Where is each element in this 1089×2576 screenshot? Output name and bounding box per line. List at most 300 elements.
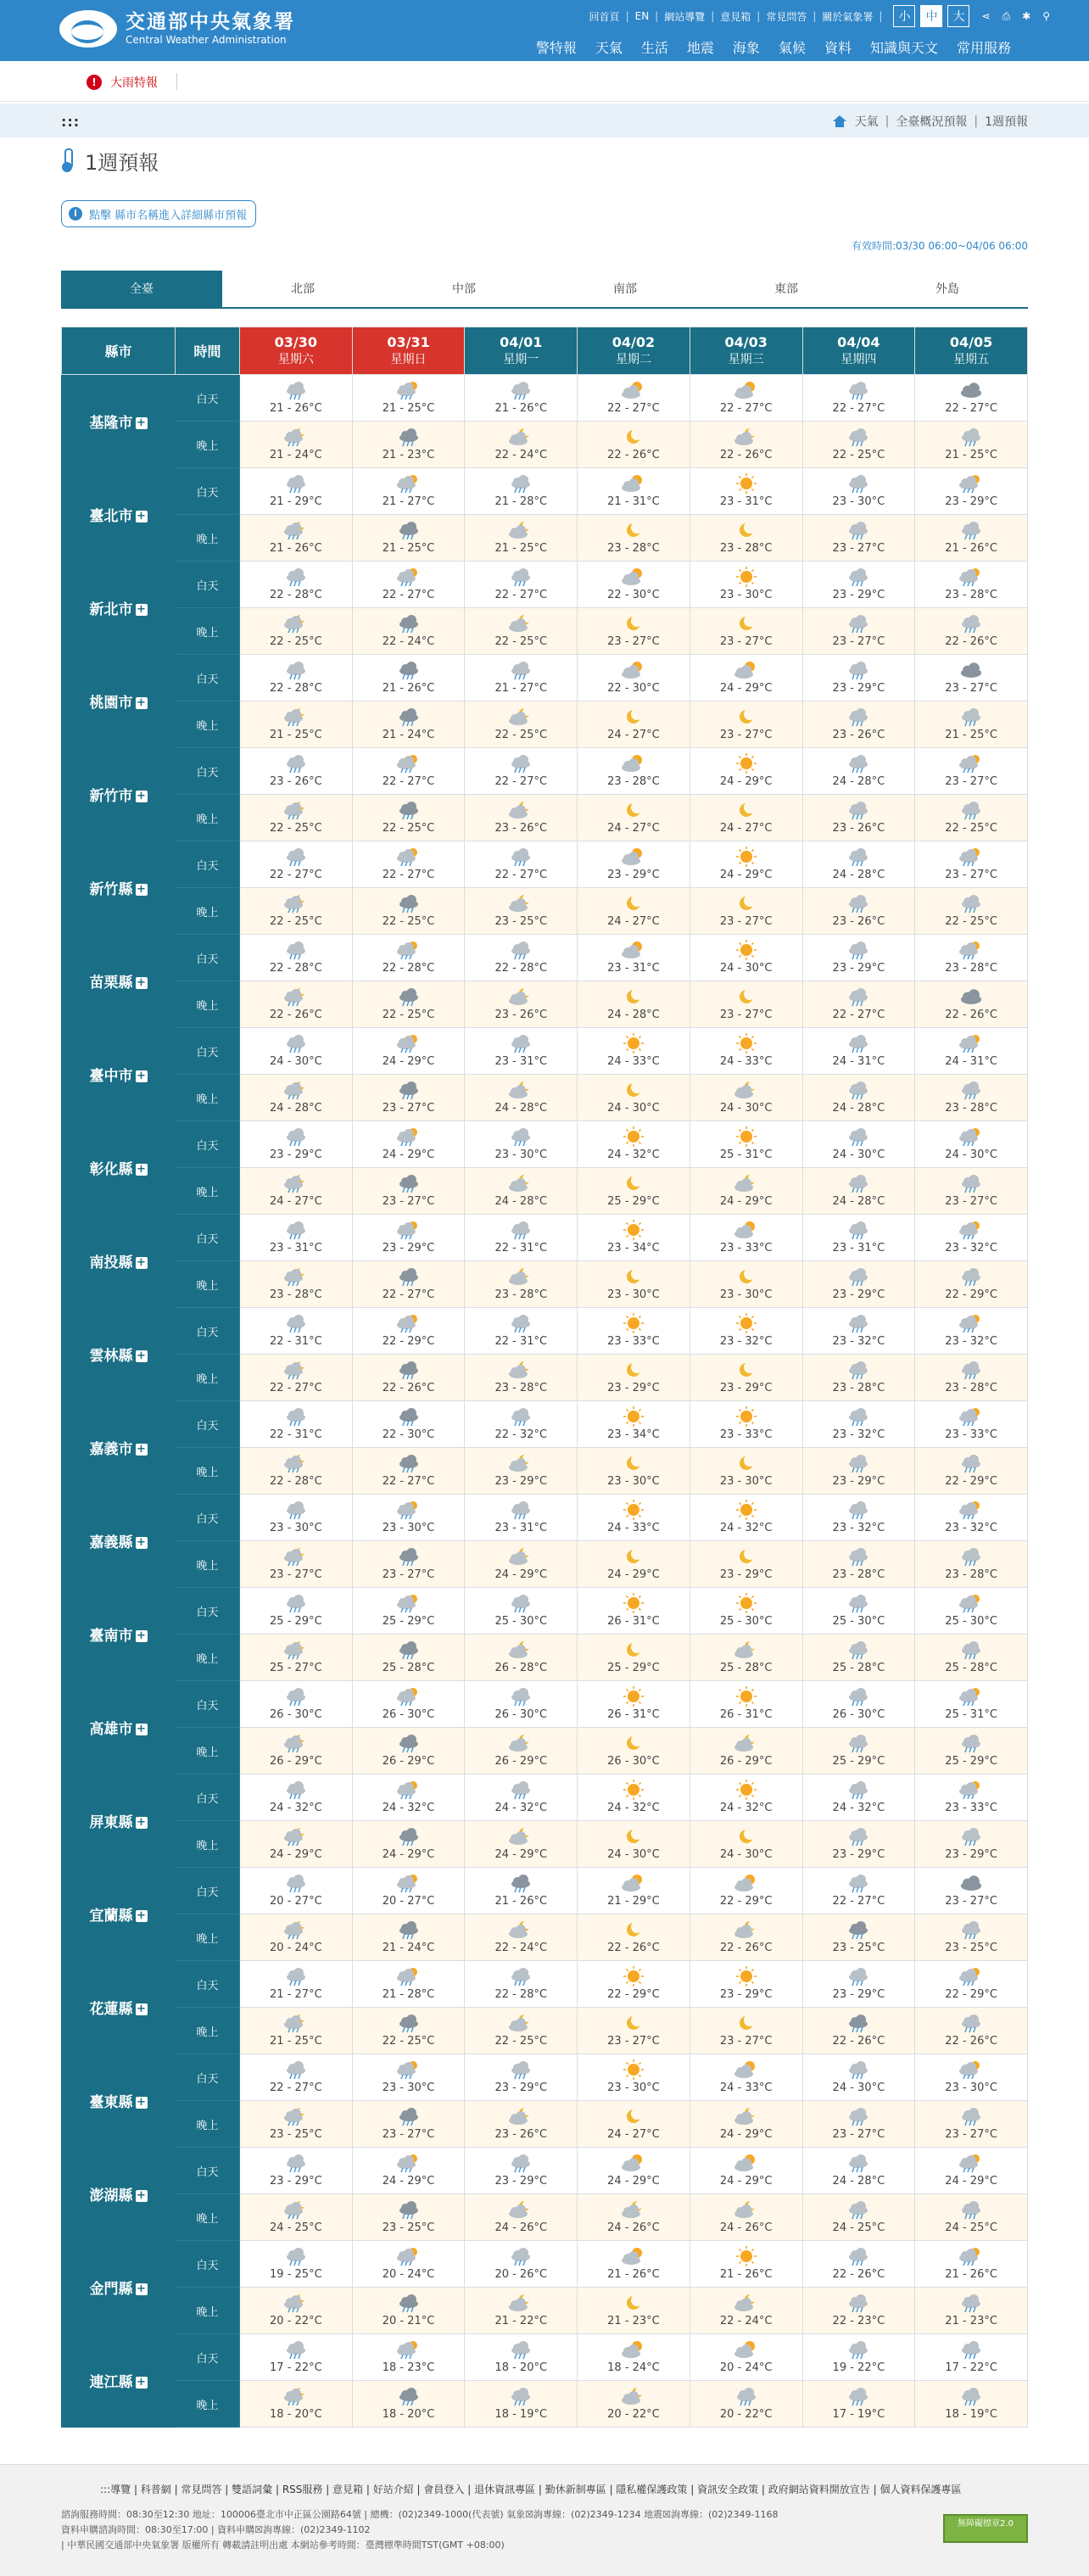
temperature-range: 21 - 26°C [945,2268,997,2281]
table-row [62,748,1028,795]
table-row [62,888,1028,935]
forecast-cell [578,2241,690,2288]
forecast-cell [465,1868,578,1914]
forecast-cell [915,2241,1028,2288]
temperature-range: 23 - 28°C [945,1382,997,1394]
cloud-rain-dark-icon [395,426,422,448]
temperature-range: 23 - 27°C [945,682,997,695]
forecast-cell [465,2241,578,2288]
forecast-cell [578,1121,690,1168]
city-name: 彰化縣 [89,1161,133,1178]
forecast-cell [578,1215,690,1261]
cloud-sun-rain-icon [395,939,422,961]
cloud-moon-icon [507,612,534,634]
forecast-cell [465,1028,578,1075]
cloud-rain-icon [845,1405,872,1428]
cloud-sun-rain-icon [958,1405,985,1428]
cloud-sun-icon [620,1872,647,1894]
day-period-label: 白天 [176,1774,240,1821]
moon-icon [620,2012,647,2034]
cloud-sun-rain-icon [958,939,985,961]
forecast-cell [578,1681,690,1728]
temperature-range: 21 - 23°C [607,2315,660,2327]
table-row [62,1774,1028,1821]
cloud-rain-icon [958,2339,985,2361]
forecast-cell [240,2101,353,2148]
nav-warnings[interactable]: 警特報 [535,40,577,56]
temperature-range: 22 - 27°C [494,869,548,881]
forecast-cell [578,2054,690,2101]
cloud-sun-rain-icon [395,2059,422,2081]
cloud-rain-icon [282,1779,310,1801]
util-link-about[interactable]: 關於氣象署 [822,10,874,23]
nav-earthquake[interactable]: 地震 [686,40,714,56]
cloud-moon-icon [507,1079,534,1101]
cloud-moon-rain-icon [282,1172,310,1194]
moon-icon [733,892,760,914]
nav-knowledge[interactable]: 知識與天文 [869,40,938,56]
sun-cloud-icon [733,2152,760,2174]
cloud-moon-icon [507,2105,534,2127]
sun-icon [620,1405,647,1428]
settings-icon[interactable]: ✱ [1022,10,1031,22]
forecast-cell [915,1075,1028,1121]
temperature-range: 22 - 31°C [270,1335,322,1348]
temperature-range: 23 - 30°C [382,2081,435,2094]
forecast-cell [802,2101,915,2148]
temperature-range: 20 - 22°C [719,2408,773,2421]
forecast-cell [240,1075,353,1121]
cloud-rain-icon [958,892,985,914]
temperature-range: 23 - 32°C [832,1522,885,1534]
cloud-moon-rain-icon [282,1079,310,1101]
temperature-range: 23 - 28°C [607,775,660,788]
temperature-range: 21 - 25°C [382,402,435,415]
forecast-cell [465,562,578,608]
city-link[interactable] [62,1681,176,1774]
city-name: 桃園市 [89,695,133,712]
temperature-range: 24 - 27°C [607,729,660,741]
temperature-range: 24 - 28°C [607,1009,660,1021]
temperature-range: 23 - 27°C [945,775,997,788]
moon-icon [620,2292,647,2314]
city-link[interactable] [62,1215,176,1308]
util-link-sitemap[interactable]: 網站導覽 [664,10,706,23]
nav-services[interactable]: 常用服務 [956,40,1011,56]
temperature-range: 25 - 29°C [607,1195,660,1208]
cloud-rain-icon [507,1779,534,1801]
cloud-moon-icon [733,2105,760,2127]
forecast-cell [240,2241,353,2288]
forecast-cell [802,422,915,468]
temperature-range: 23 - 31°C [832,1242,885,1254]
cloud-sun-rain-icon [395,1872,422,1894]
cloud-sun-icon [620,472,647,495]
breadcrumb-overview[interactable]: 全臺概況預報 [896,115,968,129]
cloud-rain-icon [845,1452,872,1474]
forecast-cell [915,1588,1028,1634]
forecast-cell [915,1961,1028,2008]
forecast-cell [690,2381,802,2428]
footer-links[interactable]: :::導覽 | 科普網 | 常見問答 | 雙語詞彙 | RSS服務 | 意見箱 | 好站介紹 | 會員登入 | 退休資訊專區 | 勤休新制專區 | 隱私權保護政策 | 資訊安全政策 | 政府網站資料開放宣告 | 個人資料保護專區 [100,2484,962,2495]
temperature-range: 22 - 26°C [382,1382,435,1394]
city-link[interactable] [62,1868,176,1961]
forecast-cell [578,1308,690,1355]
cloud-rain-icon [507,1126,534,1148]
cloud-rain-icon [282,472,310,495]
cloud-moon-icon [620,2385,647,2407]
cloud-moon-icon [507,1359,534,1381]
home-icon[interactable] [833,115,846,127]
temperature-range: 23 - 27°C [719,915,773,928]
temperature-range: 22 - 29°C [945,1988,997,2001]
forecast-cell [578,1961,690,2008]
city-link[interactable] [62,1774,176,1868]
cloud-rain-icon [958,612,985,634]
cloud-sun-rain-icon [958,1219,985,1241]
city-link[interactable] [62,2054,176,2148]
forecast-cell [915,375,1028,422]
site-logo[interactable] [59,10,295,47]
temperature-range: 22 - 25°C [832,449,885,461]
forecast-cell [352,1028,465,1075]
city-name: 高雄市 [89,1721,133,1738]
cloud-sun-icon [620,566,647,588]
sun-icon [733,1779,760,1801]
night-period-label: 晚上 [176,888,240,935]
temperature-range: 25 - 28°C [382,1662,435,1674]
night-period-label: 晚上 [176,422,240,468]
forecast-cell [690,2334,802,2381]
temperature-range: 23 - 34°C [607,1242,660,1254]
temperature-range: 23 - 28°C [832,1568,885,1581]
forecast-cell [915,2288,1028,2334]
temperature-range: 23 - 28°C [945,589,997,601]
nav-data[interactable]: 資料 [824,40,852,56]
temperature-range: 22 - 27°C [494,589,548,601]
tab-islands[interactable]: 外島 [935,282,959,296]
city-name: 花蓮縣 [89,2001,133,2018]
city-link[interactable] [62,562,176,655]
cloud-rain-icon [958,799,985,821]
temperature-range: 23 - 28°C [945,1102,997,1115]
forecast-cell [240,2334,353,2381]
print-icon[interactable]: ⎙ [1002,9,1011,22]
heavy-rain-alert-link[interactable]: 大雨特報 [110,76,158,90]
forecast-cell [352,1588,465,1634]
forecast-cell [578,422,690,468]
city-detail-tip[interactable] [61,200,256,227]
day-period-label: 白天 [176,1308,240,1355]
cloud-sun-rain-icon [958,1965,985,1987]
cloud-moon-rain-icon [282,2012,310,2034]
temperature-range: 24 - 29°C [719,2128,773,2141]
forecast-cell [802,1401,915,1448]
temperature-range: 23 - 28°C [270,1288,322,1301]
nav-climate[interactable]: 氣候 [778,40,806,56]
forecast-cell [802,748,915,795]
plus-icon: + [137,510,146,522]
cloud-sun-rain-icon [395,2152,422,2174]
forecast-cell [802,2241,915,2288]
cloud-dark-icon [958,986,985,1008]
forecast-cell [578,562,690,608]
forecast-cell [690,1495,802,1541]
forecast-cell [915,515,1028,562]
temperature-range: 21 - 25°C [945,449,997,461]
moon-icon [733,1825,760,1847]
city-link[interactable] [62,2241,176,2334]
forecast-cell [690,1541,802,1588]
temperature-range: 25 - 30°C [945,1615,997,1628]
tab-central[interactable]: 中部 [452,282,476,296]
forecast-cell [352,1821,465,1868]
temperature-range: 24 - 29°C [382,2175,435,2188]
breadcrumb-weather[interactable]: 天氣 [854,115,879,129]
cloud-rain-icon [958,426,985,448]
temperature-range: 24 - 26°C [719,2221,773,2234]
forecast-cell [352,1448,465,1495]
cloud-sun-rain-icon [958,1592,985,1614]
city-link[interactable] [62,1401,176,1495]
city-name: 臺南市 [89,1628,133,1645]
cloud-moon-icon [507,892,534,914]
sun-icon [733,566,760,588]
forecast-cell [240,375,353,422]
accessibility-badge[interactable]: 無障礙標章2.0 [943,2514,1028,2543]
day-period-label: 白天 [176,1028,240,1075]
forecast-cell [240,422,353,468]
cloud-rain-icon [507,1405,534,1428]
cloud-moon-icon [507,2199,534,2221]
weekly-forecast-table-wrap [61,327,1028,2428]
temperature-range: 24 - 32°C [832,1802,885,1814]
temperature-range: 23 - 29°C [494,1475,548,1488]
forecast-cell [240,1868,353,1914]
city-link[interactable] [62,468,176,562]
plus-icon: + [137,1443,146,1456]
table-row [62,2194,1028,2241]
cloud-rain-icon [282,1965,310,1987]
cloud-rain-icon [845,1219,872,1241]
temperature-range: 24 - 33°C [719,1055,773,1068]
share-icon[interactable]: ⋖ [981,10,991,22]
temperature-range: 26 - 30°C [270,1708,322,1721]
forecast-cell [352,841,465,888]
tab-east[interactable]: 東部 [774,282,798,296]
temperature-range: 23 - 29°C [832,962,885,975]
temperature-range: 21 - 22°C [494,2315,548,2327]
city-link[interactable] [62,375,176,468]
forecast-cell [690,1168,802,1215]
forecast-cell [915,1448,1028,1495]
temperature-range: 21 - 31°C [607,495,660,508]
night-period-label: 晚上 [176,2008,240,2054]
temperature-range: 22 - 25°C [270,915,322,928]
city-name: 南投縣 [89,1254,133,1271]
temperature-range: 23 - 32°C [945,1522,997,1534]
temperature-range: 24 - 29°C [945,2175,997,2188]
day-period-label: 白天 [176,655,240,701]
table-row [62,795,1028,841]
temperature-range: 21 - 26°C [270,542,322,555]
forecast-cell [352,1495,465,1541]
temperature-range: 24 - 28°C [832,775,885,788]
temperature-range: 23 - 29°C [270,2175,322,2188]
forecast-cell [240,468,353,515]
nav-marine[interactable]: 海象 [732,40,760,56]
moon-icon [733,706,760,728]
tab-south[interactable]: 南部 [613,282,637,296]
forecast-cell [352,2334,465,2381]
forecast-cell [690,1075,802,1121]
util-link-feedback[interactable]: 意見箱 [720,10,751,23]
forecast-cell [240,1215,353,1261]
city-link[interactable] [62,1308,176,1401]
city-link[interactable] [62,1961,176,2054]
cloud-rain-icon [282,1592,310,1614]
forecast-cell [465,608,578,655]
cloud-rain-icon [958,1545,985,1567]
cloud-rain-icon [282,566,310,588]
nav-life[interactable]: 生活 [640,40,668,56]
font-size-medium-button[interactable]: 中 [920,5,942,27]
temperature-range: 24 - 31°C [832,1055,885,1068]
forecast-cell [465,748,578,795]
day-period-label: 白天 [176,1681,240,1728]
city-link[interactable] [62,1495,176,1588]
plus-icon: + [137,1256,146,1269]
city-link[interactable] [62,1588,176,1681]
temperature-range: 24 - 28°C [494,1195,548,1208]
forecast-cell [465,2334,578,2381]
cloud-rain-icon [507,1219,534,1241]
forecast-cell [690,2288,802,2334]
cloud-rain-dark-icon [395,612,422,634]
temperature-range: 23 - 29°C [607,1382,660,1394]
temperature-range: 24 - 29°C [382,1055,435,1068]
cloud-rain-icon [282,1872,310,1894]
cloud-rain-icon [845,2292,872,2314]
city-link[interactable] [62,1121,176,1215]
search-icon[interactable]: ⚲ [1042,10,1050,22]
site-name-zh: 交通部中央氣象署 [126,11,295,33]
tab-all[interactable]: 全臺 [61,271,222,307]
forecast-cell [578,468,690,515]
temperature-range: 23 - 29°C [832,1288,885,1301]
temperature-range: 22 - 27°C [607,402,660,415]
forecast-cell [690,468,802,515]
cloud-rain-icon [958,2385,985,2407]
accesskey-dots[interactable]: ::: [61,114,81,130]
util-link-home[interactable]: 回首頁 [589,10,620,23]
forecast-cell [352,1774,465,1821]
table-row [62,1028,1028,1075]
forecast-cell [690,1401,802,1448]
moon-icon [733,612,760,634]
table-row [62,422,1028,468]
temperature-range: 26 - 31°C [607,1615,660,1628]
util-link-faq[interactable]: 常見問答 [766,10,807,23]
city-link[interactable] [62,2148,176,2241]
forecast-cell [802,1914,915,1961]
nav-weather[interactable]: 天氣 [595,40,623,56]
city-link[interactable] [62,2334,176,2428]
temperature-range: 22 - 24°C [719,2315,773,2327]
cloud-rain-icon [845,1685,872,1707]
forecast-cell [240,1541,353,1588]
temperature-range: 21 - 26°C [494,402,548,415]
city-link[interactable] [62,748,176,841]
cloud-rain-icon [845,799,872,821]
temperature-range: 24 - 26°C [494,2221,548,2234]
font-size-large-button[interactable]: 大 [947,5,969,27]
cloud-moon-icon [733,1079,760,1101]
temperature-range: 21 - 26°C [607,2268,660,2281]
city-link[interactable] [62,935,176,1028]
forecast-cell [915,841,1028,888]
city-link[interactable] [62,655,176,748]
city-link[interactable] [62,841,176,935]
cloud-moon-rain-icon [282,2105,310,2127]
city-name: 屏東縣 [89,1814,133,1831]
forecast-cell [915,981,1028,1028]
temperature-range: 23 - 33°C [945,1428,997,1441]
day-period-label: 白天 [176,1961,240,2008]
plus-icon: + [137,1629,146,1642]
forecast-cell [465,2381,578,2428]
site-header [0,0,1089,61]
moon-icon [620,1266,647,1288]
temperature-range: 25 - 31°C [719,1148,773,1161]
city-link[interactable] [62,1028,176,1121]
temperature-range: 24 - 29°C [719,682,773,695]
page-title: 1週預報 [85,150,159,175]
day-period-label: 白天 [176,2334,240,2381]
forecast-cell [915,655,1028,701]
forecast-cell [915,2381,1028,2428]
cloud-rain-icon [845,752,872,774]
cloud-rain-icon [958,1639,985,1661]
cloud-rain-icon [733,2385,760,2407]
plus-icon: + [137,2283,146,2295]
city-detail-tip-text: 點擊 縣市名稱進入詳細縣市預報 [89,209,248,222]
sun-icon [733,1126,760,1148]
temperature-range: 23 - 26°C [832,729,885,741]
font-size-small-button[interactable]: 小 [893,5,915,27]
forecast-cell [915,1681,1028,1728]
tab-north[interactable]: 北部 [291,282,315,296]
plus-icon: + [137,2003,146,2015]
forecast-cell [465,1961,578,2008]
temperature-range: 24 - 33°C [607,1522,660,1534]
forecast-cell [690,981,802,1028]
temperature-range: 22 - 27°C [832,1009,885,1021]
temperature-range: 23 - 27°C [832,635,885,648]
cloud-rain-icon [282,1312,310,1334]
cloud-rain-icon [845,1639,872,1661]
temperature-range: 25 - 30°C [494,1615,548,1628]
temperature-range: 23 - 30°C [719,1475,773,1488]
temperature-range: 23 - 26°C [494,1009,548,1021]
cloud-rain-dark-icon [395,2105,422,2127]
table-header-row [62,327,1028,375]
sun-icon [733,752,760,774]
util-link-en[interactable]: EN [634,10,650,22]
cloud-dark-icon [958,379,985,401]
weekly-forecast-table [61,327,1028,2428]
forecast-cell [915,1541,1028,1588]
